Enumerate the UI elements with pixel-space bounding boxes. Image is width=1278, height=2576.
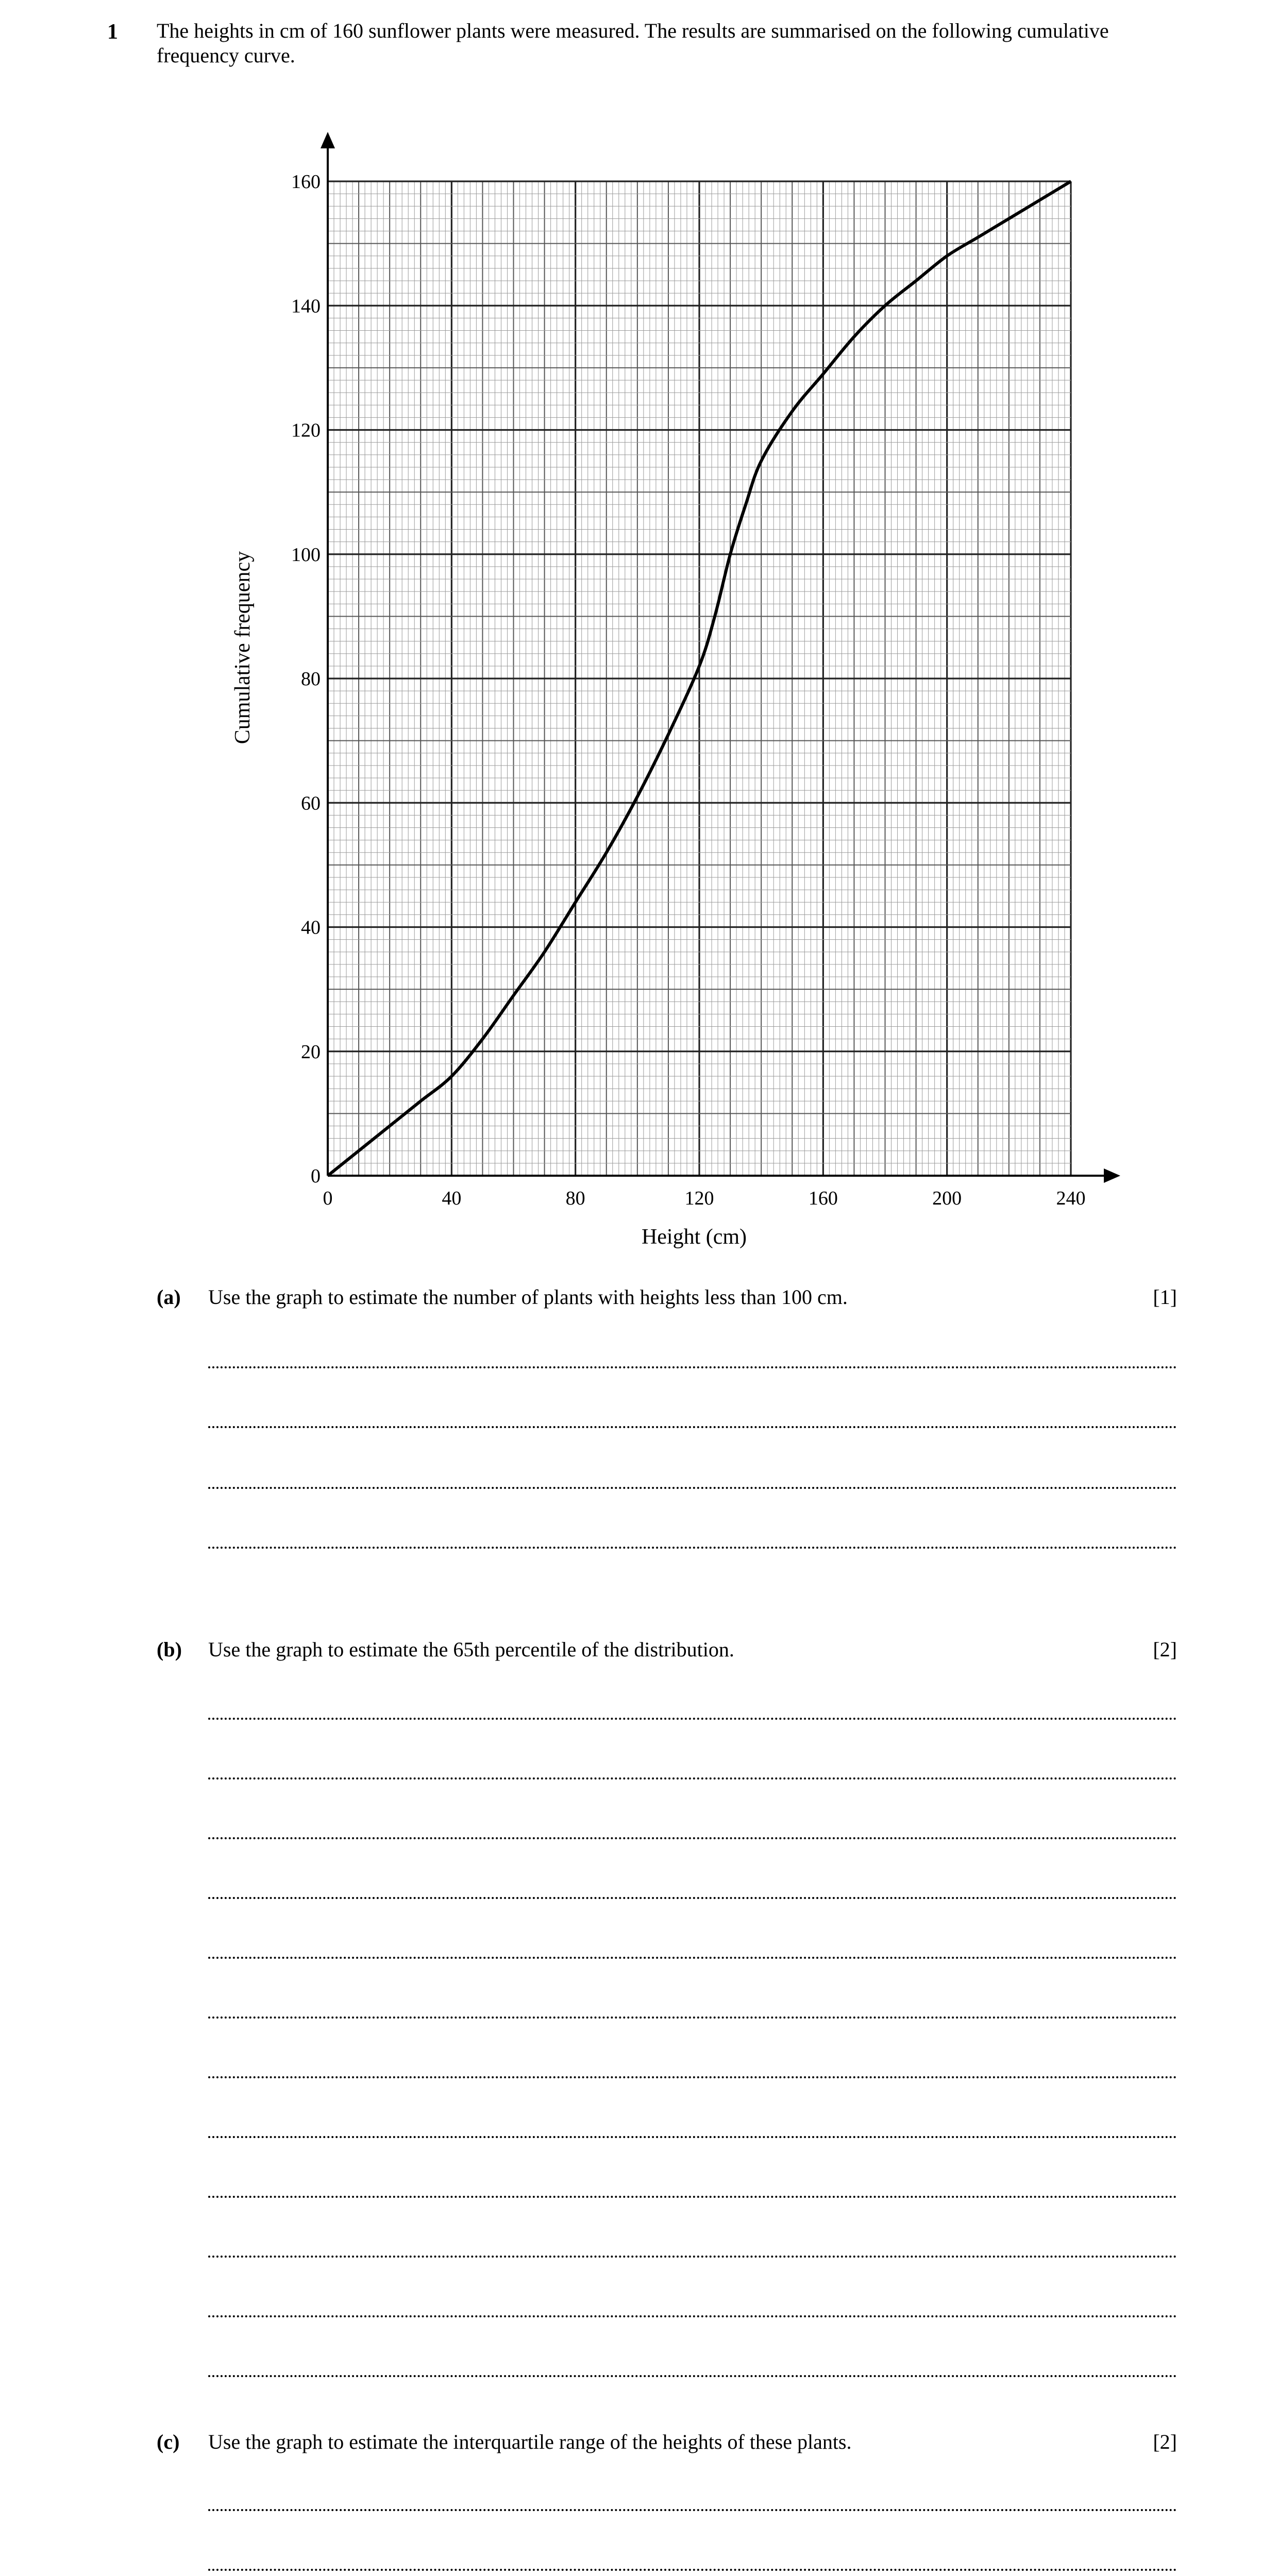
part-a-label: (a) bbox=[157, 1285, 181, 1309]
y-axis-arrow bbox=[321, 132, 335, 148]
question-intro: The heights in cm of 160 sunflower plants were measured. The results are summarised on the following cumulative frequency curve. bbox=[157, 19, 1109, 67]
part-b-marks: [2] bbox=[1153, 1638, 1177, 1661]
x-axis-arrow bbox=[1104, 1168, 1120, 1183]
y-tick-label: 60 bbox=[301, 792, 321, 815]
part-c-label: (c) bbox=[157, 2430, 180, 2453]
x-tick-label: 240 bbox=[1056, 1188, 1086, 1209]
part-c-text: Use the graph to estimate the interquartile range of the heights of these plants. bbox=[208, 2430, 852, 2453]
answer-line-c-1[interactable] bbox=[208, 2509, 1177, 2511]
answer-line-b-12[interactable] bbox=[208, 2375, 1177, 2377]
answer-line-b-7[interactable] bbox=[208, 2076, 1177, 2078]
y-tick-label: 120 bbox=[291, 419, 321, 442]
answer-line-b-4[interactable] bbox=[208, 1897, 1177, 1899]
answer-line-b-11[interactable] bbox=[208, 2315, 1177, 2317]
part-a-text: Use the graph to estimate the number of plants with heights less than 100 cm. bbox=[208, 1285, 848, 1309]
x-tick-label: 200 bbox=[932, 1188, 962, 1209]
part-b-text: Use the graph to estimate the 65th percentile of the distribution. bbox=[208, 1638, 734, 1661]
part-a-marks: [1] bbox=[1153, 1285, 1177, 1309]
x-tick-label: 0 bbox=[323, 1188, 333, 1209]
y-tick-label: 140 bbox=[291, 295, 321, 317]
y-tick-label: 160 bbox=[291, 171, 321, 193]
answer-line-a-1[interactable] bbox=[208, 1366, 1177, 1368]
x-tick-label: 160 bbox=[808, 1188, 838, 1209]
answer-line-b-10[interactable] bbox=[208, 2256, 1177, 2258]
answer-line-b-6[interactable] bbox=[208, 2016, 1177, 2019]
answer-line-b-8[interactable] bbox=[208, 2136, 1177, 2138]
x-tick-label: 120 bbox=[684, 1188, 714, 1209]
y-axis-title: Cumulative frequency bbox=[231, 551, 255, 744]
answer-line-b-1[interactable] bbox=[208, 1718, 1177, 1720]
y-tick-label: 0 bbox=[311, 1165, 321, 1187]
part-b-label: (b) bbox=[157, 1638, 182, 1661]
answer-line-a-3[interactable] bbox=[208, 1487, 1177, 1489]
x-tick-label: 80 bbox=[565, 1188, 585, 1209]
answer-line-c-2[interactable] bbox=[208, 2569, 1177, 2571]
answer-line-a-4[interactable] bbox=[208, 1547, 1177, 1549]
answer-line-b-3[interactable] bbox=[208, 1837, 1177, 1839]
answer-line-b-5[interactable] bbox=[208, 1957, 1177, 1959]
part-c-marks: [2] bbox=[1153, 2430, 1177, 2453]
question-number: 1 bbox=[107, 20, 118, 44]
x-axis-title: Height (cm) bbox=[641, 1225, 747, 1249]
y-tick-label: 20 bbox=[301, 1041, 321, 1063]
answer-line-b-9[interactable] bbox=[208, 2196, 1177, 2198]
y-tick-label: 100 bbox=[291, 544, 321, 566]
y-tick-label: 80 bbox=[301, 668, 321, 690]
y-tick-label: 40 bbox=[301, 917, 321, 939]
x-tick-label: 40 bbox=[442, 1188, 462, 1209]
answer-line-a-2[interactable] bbox=[208, 1426, 1177, 1428]
answer-line-b-2[interactable] bbox=[208, 1777, 1177, 1780]
